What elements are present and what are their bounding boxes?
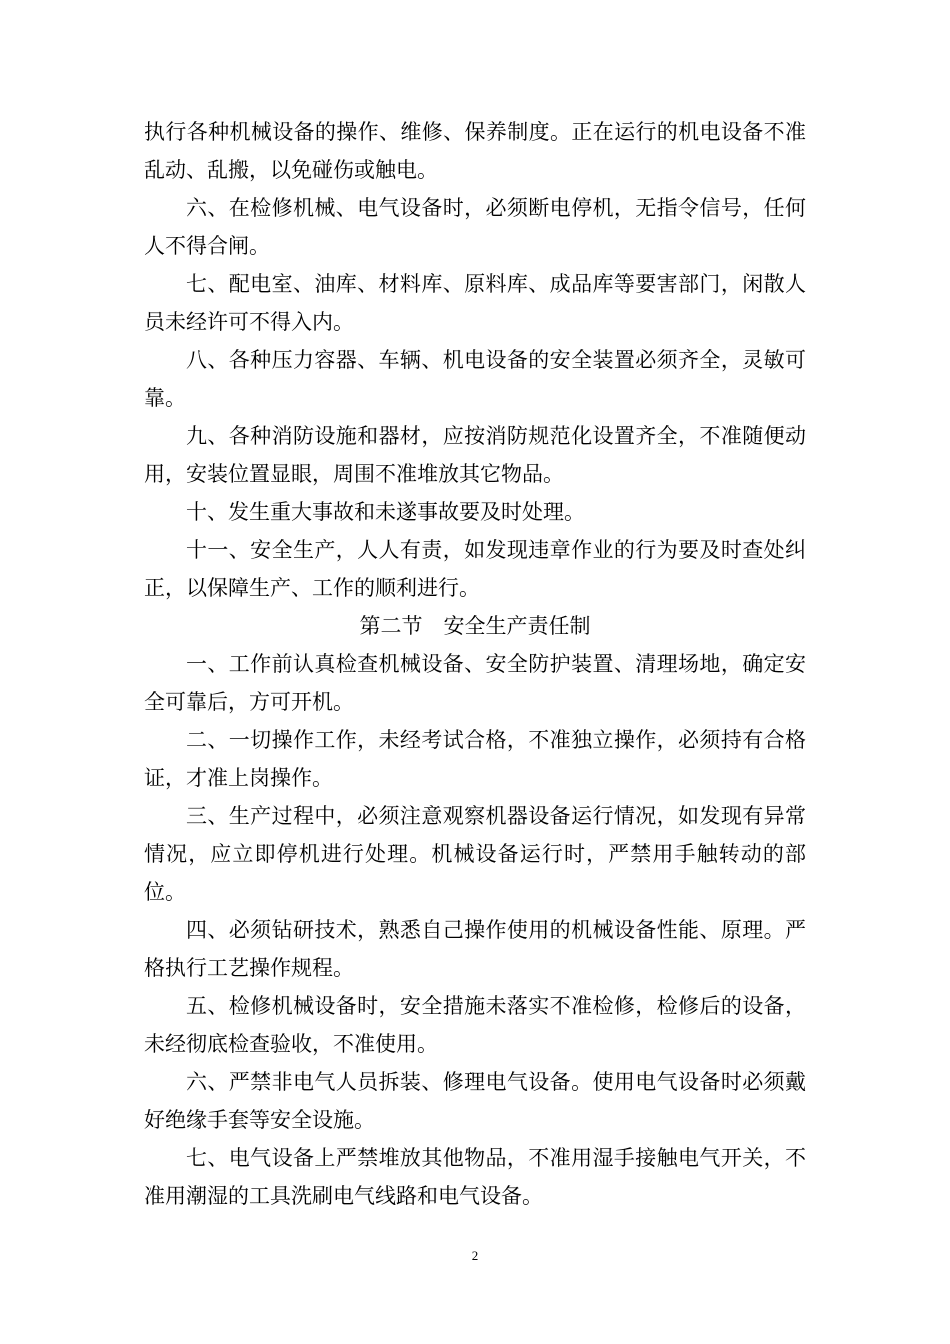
section1-item-11: 十一、安全生产，人人有责，如发现违章作业的行为要及时查处纠正，以保障生产、工作的顺利进行。 (144, 538, 806, 600)
section1-item-8: 八、各种压力容器、车辆、机电设备的安全装置必须齐全，灵敏可靠。 (144, 348, 806, 410)
section1-item-6: 六、在检修机械、电气设备时，必须断电停机，无指令信号，任何人不得合闸。 (144, 196, 806, 258)
section2-item-2: 二、一切操作工作，未经考试合格，不准独立操作，必须持有合格证，才准上岗操作。 (144, 728, 806, 790)
section2-item-3: 三、生产过程中，必须注意观察机器设备运行情况，如发现有异常情况，应立即停机进行处理。机械设备运行时，严禁用手触转动的部位。 (144, 804, 806, 904)
section2-item-6: 六、严禁非电气人员拆装、修理电气设备。使用电气设备时必须戴好绝缘手套等安全设施。 (144, 1070, 806, 1132)
section-heading: 第二节 安全生产责任制 (359, 614, 591, 638)
section1-item-7: 七、配电室、油库、材料库、原料库、成品库等要害部门，闲散人员未经许可不得入内。 (144, 272, 806, 334)
section2-item-1: 一、工作前认真检查机械设备、安全防护装置、清理场地，确定安全可靠后，方可开机。 (144, 652, 806, 714)
section2-item-7: 七、电气设备上严禁堆放其他物品，不准用湿手接触电气开关，不准用潮湿的工具洗刷电气线路和电气设备。 (144, 1146, 806, 1208)
section1-item-10: 十、发生重大事故和未遂事故要及时处理。 (186, 500, 585, 524)
continuation-paragraph: 执行各种机械设备的操作、维修、保养制度。正在运行的机电设备不准乱动、乱搬，以免碰伤或触电。 (144, 120, 806, 182)
page-body (144, 113, 806, 1215)
section2-item-5: 五、检修机械设备时，安全措施未落实不准检修，检修后的设备，未经彻底检查验收，不准使用。 (144, 994, 806, 1056)
page-number: 2 (471, 1248, 479, 1263)
section1-item-9: 九、各种消防设施和器材，应按消防规范化设置齐全，不准随便动用，安装位置显眼，周围不准堆放其它物品。 (144, 424, 806, 486)
section2-item-4: 四、必须钻研技术，熟悉自己操作使用的机械设备性能、原理。严格执行工艺操作规程。 (144, 918, 806, 980)
